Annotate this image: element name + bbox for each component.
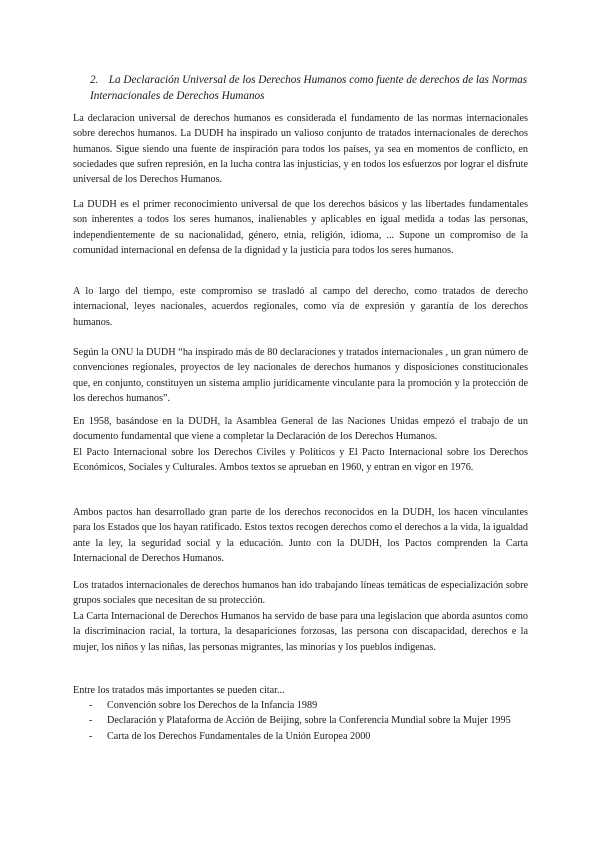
section-title: La Declaración Universal de los Derechos Humanos como fuente de derechos de las Normas Internacionales de Derechos Humanos: [90, 74, 528, 102]
list-item: [73, 698, 533, 713]
list-item-text: Declaración y Plataforma de Acción de Beijing, sobre la Conferencia Mundial sobre la Mujer 1995: [107, 715, 511, 727]
treaty-list: [73, 698, 533, 744]
paragraph-carta: La Carta Internacional de Derechos Humanos ha servido de base para una legislacion que aborda asuntos como la discriminacion racial, la tortura, la desapariciones forzosas, las persona con discapacidad, derechos e la mujer, los niños y las niñas, las personas migrantes, las minorias y los pueblos indigenas.: [73, 611, 528, 653]
paragraph-entre-tratados: Entre los tratados más importantes se pueden citar...: [73, 685, 285, 696]
list-marker: -: [89, 715, 93, 727]
list-marker: -: [89, 730, 93, 742]
paragraph-tratados: Los tratados internacionales de derechos humanos han ido trabajando líneas temáticas de especialización sobre grupos sociales que necesitan de su protección.: [73, 580, 528, 607]
paragraph-ambos-pactos: Ambos pactos han desarrollado gran parte de los derechos reconocidos en la DUDH, los hacen vinculantes para los Estados que los hayan ratificado. Estos textos recogen derechos como el derechos a la vida, la igualdad ante la ley, la seguridad social y la educación. Junto con la DUDH, los Pactos comprenden la Carta Internacional de Derechos Humanos.: [73, 507, 528, 564]
paragraph-fundamento: La declaracion universal de derechos humanos es considerada el fundamento de las normas internacionales sobre derechos humanos. La DUDH ha inspirado un valioso conjunto de tratados internacionales de derechos humanos. Sigue siendo una fuente de inspiración para todos los países, ya sea en momentos de conflicto, en sociedades que sufren represión, en la lucha contra las injusticias, y en todos los esfuerzos por lograr el disfrute universal de los Derechos Humanos.: [73, 113, 528, 186]
list-item: [73, 729, 533, 744]
section-heading: [90, 72, 535, 104]
paragraph-reconocimiento: La DUDH es el primer reconocimiento universal de que los derechos básicos y las libertades fundamentales son inherentes a todos los seres humanos, inalienables y aplicables en igual medida a todas las personas, independientemente de su nacionalidad, género, etnia, religión, idioma, ... Supone un compromiso de la comunidad internacional en defensa de la dignidad y la justicia para todos los seres humanos.: [73, 199, 528, 256]
paragraph-compromiso: A lo largo del tiempo, este compromiso se trasladó al campo del derecho, como tratados de derecho internacional, leyes nacionales, acuerdos regionales, como vía de expresión y garantía de los derechos humanos.: [73, 286, 528, 328]
paragraph-onu: Según la ONU la DUDH “ha inspirado más de 80 declaraciones y tratados internacionales , un gran número de convenciones regionales, proyectos de ley nacionales de derechos humanos y disposiciones constitucionales que, en conjunto, constituyen un sistema amplio jurídicamente vinculante para la promoción y la protección de los derechos humanos”.: [73, 347, 528, 404]
section-number: 2.: [90, 74, 99, 86]
paragraph-1958: En 1958, basándose en la DUDH, la Asamblea General de las Naciones Unidas empezó el trabajo de un documento fundamental que viene a completar la Declaración de los Derechos Humanos.: [73, 416, 528, 443]
list-marker: -: [89, 700, 93, 711]
list-item-text: Convención sobre los Derechos de la Infancia 1989: [107, 700, 318, 711]
paragraph-pactos: El Pacto Internacional sobre los Derechos Civiles y Políticos y El Pacto Internacional sobre los Derechos Económicos, Sociales y Culturales. Ambos textos se aprueban en 1960, y entran en vigor en 1976.: [73, 447, 528, 474]
list-item-text: Carta de los Derechos Fundamentales de la Unión Europea 2000: [107, 730, 371, 742]
list-item: [73, 713, 533, 728]
